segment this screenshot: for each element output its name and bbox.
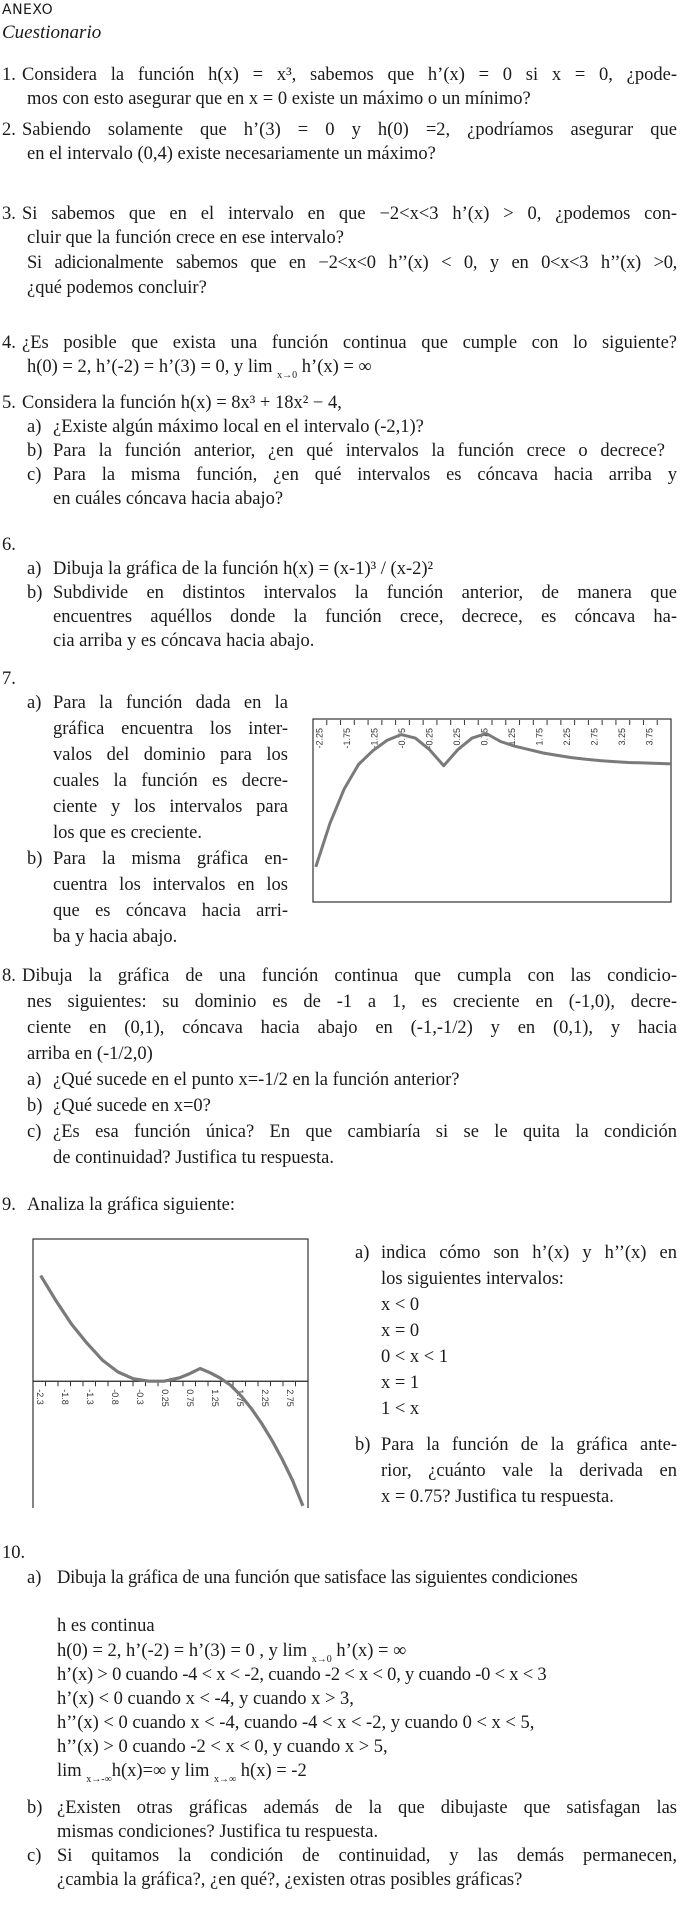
item-text: rior, ¿cuánto vale la derivada en [381,1461,677,1481]
formula-part: h(0) = 2, h’(-2) = h’(3) = 0 , y lim [57,1641,312,1661]
x-tick-label: 1.75 [534,728,545,746]
question-number: 8. [2,966,16,986]
x-tick-label: 0.75 [479,728,490,746]
x-tick-label: -1.3 [84,1389,95,1405]
item-text: Para la función anterior, ¿en qué intervalos la función crece o decrece? [53,441,665,461]
x-tick-label: 3.75 [644,728,655,746]
item-label: b) [27,441,43,461]
item-text: ¿cambia la gráfica?, ¿en qué?, ¿existen otras posibles gráficas? [57,1870,523,1890]
item-label: c) [27,465,42,485]
item-label: b) [27,1798,43,1818]
page-title: Cuestionario [2,22,102,43]
x-tick-label: 1.25 [507,728,518,746]
item-label: c) [27,1846,42,1866]
item-text: ¿Qué sucede en x=0? [53,1096,211,1116]
x-tick-label: -0.8 [109,1389,120,1405]
x-tick-label: -2.3 [34,1389,45,1405]
item-label: c) [27,1122,42,1142]
item-text: Si quitamos la condición de continuidad, y las demás permanecen, [57,1846,677,1866]
formula-part: h’(x) = ∞ [331,1641,407,1661]
limit-subscript: x→-∞ [86,1774,112,1785]
item-text: Dibuja la gráfica de la función h(x) = (x-1)³ / (x-2)² [53,559,434,579]
x-tick-label: -0.25 [424,728,435,749]
x-tick-label: -1.75 [341,728,352,749]
question-text: Analiza la gráfica siguiente: [27,1195,236,1215]
condition: h’’(x) > 0 cuando -2 < x < 0, y cuando x > 5, [57,1737,388,1757]
condition [57,1758,307,1793]
question-text: Si sabemos que en el intervalo en que −2<x<3 h’(x) > 0, ¿podemos con- [22,204,677,224]
x-tick-label: 1.25 [209,1389,220,1407]
item-label: b) [27,1096,43,1116]
condition: h’(x) > 0 cuando -4 < x < -2, cuando -2 < x < 0, y cuando -0 < x < 3 [57,1665,547,1685]
question-text: cluir que la función crece en ese intervalo? [27,228,344,248]
question-number: 1. [2,65,16,85]
annex-label: ANEXO [2,2,54,18]
x-tick-label: 2.75 [589,728,600,746]
question-text: Dibuja la gráfica de una función continua que cumpla con las condicio- [22,966,677,986]
item-text: que es cóncava hacia arri- [53,901,288,921]
question-text: en el intervalo (0,4) existe necesariamente un máximo? [27,144,436,164]
item-text: Para la función dada en la [53,693,288,713]
item-text: encuentres aquéllos donde la función crece, decrece, es cóncava ha- [53,607,677,627]
limit-subscript: x→0 [277,370,298,381]
chart-q9 [32,1238,310,1508]
item-text: cuentra los intervalos en los [53,875,288,895]
formula-part: h(x) = -2 [236,1761,307,1781]
question-text: Si adicionalmente sabemos que en −2<x<0 h’’(x) < 0, y en 0<x<3 h’’(x) >0, [27,253,677,273]
item-text: Para la función de la gráfica ante- [381,1435,677,1455]
item-text: ba y hacia abajo. [53,927,178,947]
item-text: Para la misma función, ¿en qué intervalos es cóncava hacia arriba y [53,465,677,485]
condition: h’’(x) < 0 cuando x < -4, cuando -4 < x < -2, y cuando 0 < x < 5, [57,1713,535,1733]
question-text: ¿qué podemos concluir? [27,278,207,298]
interval-item: 1 < x [381,1399,420,1419]
x-tick-label: 0.75 [184,1389,195,1407]
x-tick-label: -2.25 [314,728,325,749]
question-text: nes siguientes: su dominio es de -1 a 1, es creciente en (-1,0), decre- [27,992,677,1012]
item-text: ¿Qué sucede en el punto x=-1/2 en la función anterior? [53,1070,460,1090]
question-text: Considera la función h(x) = 8x³ + 18x² − 4, [22,393,342,413]
question-text: mos con esto asegurar que en x = 0 existe un máximo o un mínimo? [27,89,531,109]
item-text: indica cómo son h’(x) y h’’(x) en [381,1243,677,1263]
item-text: gráfica encuentra los inter- [53,719,288,739]
item-label: a) [355,1243,370,1263]
interval-item: x < 0 [381,1295,420,1315]
x-tick-label: 0.25 [451,728,462,746]
question-text: ciente en (0,1), cóncava hacia abajo en (-1,-1/2) y en (0,1), y hacia [27,1018,677,1038]
interval-item: x = 1 [381,1373,420,1393]
question-number: 10. [2,1543,26,1563]
formula-part: h(x)=∞ y lim [111,1761,215,1781]
question-text: ¿Es posible que exista una función continua que cumple con lo siguiente? [22,333,677,353]
interval-item: x = 0 [381,1321,420,1341]
item-text: Subdivide en distintos intervalos la función anterior, de manera que [53,583,677,603]
item-text: Para la misma gráfica en- [53,849,288,869]
item-text: ¿Existe algún máximo local en el intervalo (-2,1)? [53,417,424,437]
item-text: mismas condiciones? Justifica tu respuesta. [57,1822,379,1842]
item-text: los siguientes intervalos: [381,1269,564,1289]
x-tick-label: 2.25 [259,1389,270,1407]
item-label: a) [27,1070,42,1090]
question-number: 4. [2,333,16,353]
interval-item: 0 < x < 1 [381,1347,449,1367]
chart-frame [33,1239,308,1508]
item-label: b) [27,583,43,603]
question-number: 9. [2,1195,16,1215]
x-tick-label: 2.75 [284,1389,295,1407]
item-label: a) [27,559,42,579]
item-text: ¿Es esa función única? En que cambiaría si se le quita la condición [53,1122,677,1142]
question-number: 5. [2,393,16,413]
item-text: cia arriba y es cóncava hacia abajo. [53,631,315,651]
question-text: Sabiendo solamente que h’(3) = 0 y h(0) =2, ¿podríamos asegurar que [22,120,677,140]
item-text: valos del dominio para los [53,745,288,765]
x-tick-label: 1.75 [234,1389,245,1407]
chart-q7 [312,718,672,904]
question-text: arriba en (-1/2,0) [27,1044,153,1064]
x-tick-label: -1.25 [369,728,380,749]
formula-part: h’(x) = ∞ [297,357,372,377]
item-text: ¿Existen otras gráficas además de la que dibujaste que satisfagan las [57,1798,677,1818]
item-label: a) [27,693,42,713]
formula-part: lim [57,1761,87,1781]
question-number: 6. [2,535,16,555]
item-text: x = 0.75? Justifica tu respuesta. [381,1487,614,1507]
condition: h’(x) < 0 cuando x < -4, y cuando x > 3, [57,1689,354,1709]
item-text: de continuidad? Justifica tu respuesta. [53,1148,335,1168]
item-label: a) [27,417,42,437]
x-tick-label: -0.75 [396,728,407,749]
limit-subscript: x→0 [311,1654,332,1665]
item-label: b) [27,849,43,869]
question-formula [27,354,372,389]
item-text: cuales la función es decre- [53,771,288,791]
item-text: los que es creciente. [53,823,202,843]
item-text: Dibuja la gráfica de una función que satisface las siguientes condiciones [57,1568,578,1588]
condition: h es continua [57,1616,155,1636]
question-number: 2. [2,120,16,140]
x-tick-label: 2.25 [562,728,573,746]
question-text: Considera la función h(x) = x³, sabemos que h’(x) = 0 si x = 0, ¿pode- [22,65,677,85]
item-label: a) [27,1568,42,1588]
x-tick-label: 0.25 [159,1389,170,1407]
item-text: en cuáles cóncava hacia abajo? [53,489,284,509]
formula-part: h(0) = 2, h’(-2) = h’(3) = 0, y lim [27,357,278,377]
x-tick-label: -0.3 [134,1389,145,1405]
item-label: b) [355,1435,371,1455]
item-text: ciente y los intervalos para [53,797,288,817]
x-tick-label: -1.8 [59,1389,70,1405]
x-tick-label: 3.25 [617,728,628,746]
question-number: 3. [2,204,16,224]
limit-subscript: x→∞ [214,1774,237,1785]
question-number: 7. [2,669,16,689]
